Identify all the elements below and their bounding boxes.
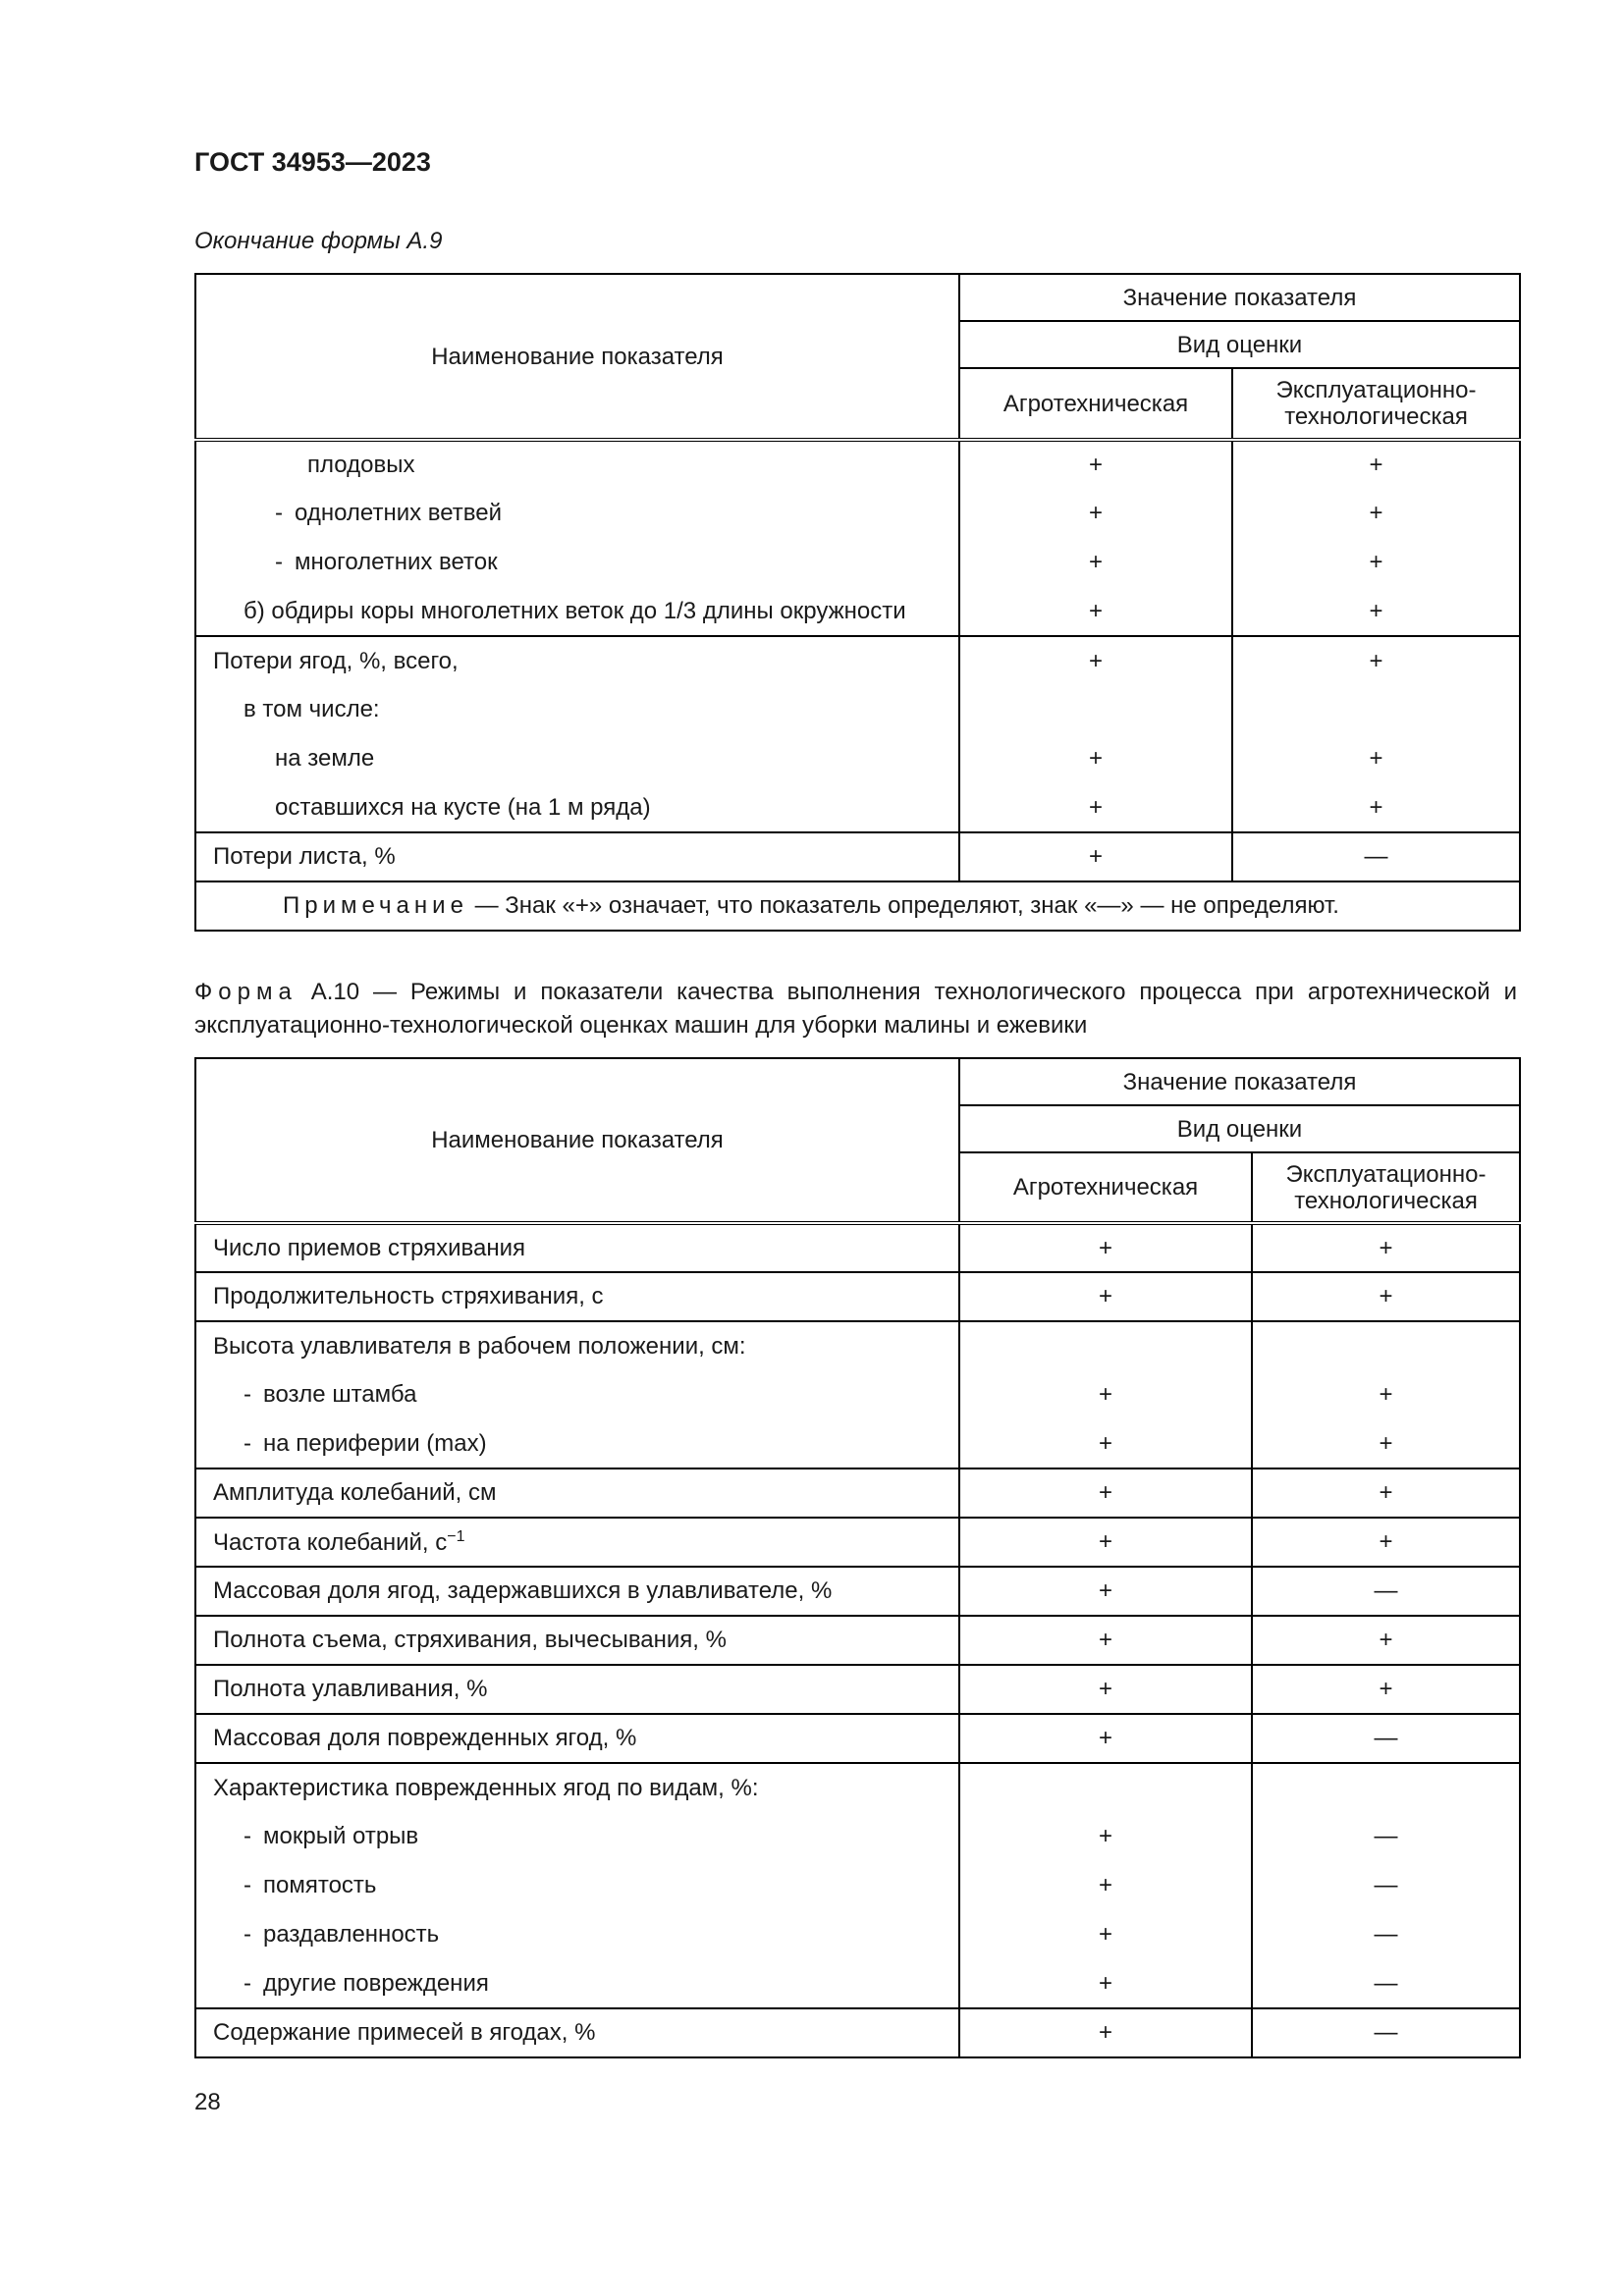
list-dash: - [275,549,283,575]
table-row [195,1518,1520,1567]
table-row [195,1223,1520,1272]
row-exp-value: — [1252,1714,1520,1763]
table-row [195,1763,1520,1812]
table-row [195,538,1520,587]
table-note [195,881,1520,931]
header-name-column: Наименование показателя [195,1058,959,1223]
row-exp-value: + [1252,1223,1520,1272]
row-label: помятость [263,1872,377,1898]
form-a10-caption [194,976,1517,1042]
row-agro-value: + [959,1468,1252,1518]
header-name-column: Наименование показателя [195,274,959,440]
table-row [195,1910,1520,1959]
row-label: Содержание примесей в ягодах, % [195,2008,959,2057]
row-agro-value [959,685,1232,734]
row-agro-value: + [959,440,1232,489]
row-label: Частота колебаний, с [213,1528,448,1556]
list-dash: - [244,1872,251,1898]
row-label: оставшихся на кусте (на 1 м ряда) [195,783,959,832]
row-label: однолетних ветвей [295,500,503,526]
header-agrotechnical: Агротехническая [959,368,1232,440]
note-text: — Знак «+» означает, что показатель определяют, знак «—» — не определяют. [467,892,1339,919]
row-agro-value: + [959,832,1232,881]
row-agro-value: + [959,734,1232,783]
row-exp-value: + [1252,1518,1520,1567]
row-agro-value: + [959,1959,1252,2008]
table-row [195,1616,1520,1665]
row-label: Полнота улавливания, % [195,1665,959,1714]
row-label: б) обдиры коры многолетних веток до 1/3 длины окружности [195,587,959,636]
header-exploitation: Эксплуатационно-технологическая [1232,368,1520,440]
row-agro-value: + [959,1616,1252,1665]
table-row [195,685,1520,734]
form-prefix: Форма [194,979,298,1005]
row-agro-value: + [959,1518,1252,1567]
row-exp-value: + [1232,734,1520,783]
row-exp-value: — [1252,1910,1520,1959]
row-agro-value: + [959,1714,1252,1763]
table-row [195,440,1520,489]
table-row [195,587,1520,636]
row-label: другие повреждения [263,1969,489,1997]
row-agro-value: + [959,1419,1252,1468]
header-exploitation: Эксплуатационно-технологическая [1252,1152,1520,1223]
form-a10-table [194,1057,1521,2058]
table-row [195,1665,1520,1714]
row-exp-value: + [1232,636,1520,685]
standard-title: ГОСТ 34953—2023 [194,147,431,177]
row-label: Высота улавливателя в рабочем положении, см: [195,1321,959,1370]
row-label: Полнота съема, стряхивания, вычесывания, % [195,1616,959,1665]
row-exp-value: + [1252,1665,1520,1714]
table-row [195,1567,1520,1616]
row-agro-value: + [959,636,1232,685]
list-dash: - [244,1823,251,1849]
table-row [195,1861,1520,1910]
row-exp-value: + [1252,1272,1520,1321]
list-dash: - [244,1381,251,1408]
row-agro-value: + [959,587,1232,636]
table-row [195,783,1520,832]
row-agro-value: + [959,1370,1252,1419]
table-row [195,1812,1520,1861]
page-number: 28 [194,2089,221,2115]
row-exp-value: + [1232,783,1520,832]
list-dash: - [244,1969,251,1997]
table-row [195,489,1520,538]
header-eval-type: Вид оценки [959,1105,1520,1152]
table-row [195,832,1520,881]
row-agro-value [959,1763,1252,1812]
row-agro-value: + [959,783,1232,832]
header-value-group: Значение показателя [959,274,1520,321]
row-agro-value: + [959,538,1232,587]
table-row [195,636,1520,685]
row-exp-value: + [1232,440,1520,489]
table-continuation-caption: Окончание формы А.9 [194,228,443,254]
row-agro-value: + [959,1861,1252,1910]
table-row [195,2008,1520,2057]
row-exp-value: + [1232,489,1520,538]
row-label: Потери листа, % [195,832,959,881]
row-agro-value: + [959,489,1232,538]
row-exp-value [1252,1321,1520,1370]
row-label: Массовая доля ягод, задержавшихся в улавливателе, % [195,1567,959,1616]
table-row [195,1272,1520,1321]
table-row [195,1959,1520,2008]
row-agro-value: + [959,1812,1252,1861]
row-exp-value: — [1252,1567,1520,1616]
row-label: возле штамба [263,1381,417,1408]
row-exp-value: + [1252,1419,1520,1468]
table-row [195,1714,1520,1763]
table-row [195,1370,1520,1419]
table-row [195,1468,1520,1518]
list-dash: - [244,1429,251,1457]
header-eval-type: Вид оценки [959,321,1520,368]
row-agro-value: + [959,1223,1252,1272]
note-label: Примечание [283,892,468,919]
row-agro-value: + [959,1665,1252,1714]
header-agrotechnical: Агротехническая [959,1152,1252,1223]
row-exp-value: + [1252,1370,1520,1419]
row-label: Потери ягод, %, всего, [195,636,959,685]
row-exp-value: — [1252,1959,1520,2008]
row-agro-value: + [959,1272,1252,1321]
row-agro-value: + [959,2008,1252,2057]
row-label: раздавленность [263,1921,440,1948]
row-label: на периферии (max) [263,1429,487,1457]
table-row [195,1321,1520,1370]
row-label: Характеристика поврежденных ягод по видам, %: [195,1763,959,1812]
row-label: на земле [195,734,959,783]
row-label: плодовых [195,440,959,489]
row-exp-value: — [1252,1812,1520,1861]
row-exp-value: — [1252,2008,1520,2057]
list-dash: - [244,1921,251,1948]
row-label: Продолжительность стряхивания, с [195,1272,959,1321]
table-note-row [195,881,1520,931]
row-agro-value: + [959,1567,1252,1616]
row-agro-value: + [959,1910,1252,1959]
row-exp-value: + [1252,1616,1520,1665]
table-row [195,734,1520,783]
row-exp-value: — [1252,1861,1520,1910]
form-a9-table [194,273,1521,932]
row-label: многолетних веток [295,549,498,575]
row-label: Массовая доля поврежденных ягод, % [195,1714,959,1763]
row-agro-value [959,1321,1252,1370]
list-dash: - [275,500,283,526]
row-exp-value: + [1232,587,1520,636]
row-label: Амплитуда колебаний, см [195,1468,959,1518]
row-exp-value: — [1232,832,1520,881]
row-exp-value [1232,685,1520,734]
row-label-superscript: −1 [447,1527,465,1545]
header-value-group: Значение показателя [959,1058,1520,1105]
row-label: в том числе: [195,685,959,734]
table-row [195,1419,1520,1468]
row-label: мокрый отрыв [263,1823,419,1849]
row-exp-value: + [1252,1468,1520,1518]
row-exp-value [1252,1763,1520,1812]
form-a10-title: А.10 — Режимы и показатели качества выполнения технологического процесса при агротехнической и эксплуатационно-технологической оценках машин для уборки малины и ежевики [194,979,1517,1039]
row-exp-value: + [1232,538,1520,587]
row-label: Число приемов стряхивания [195,1223,959,1272]
